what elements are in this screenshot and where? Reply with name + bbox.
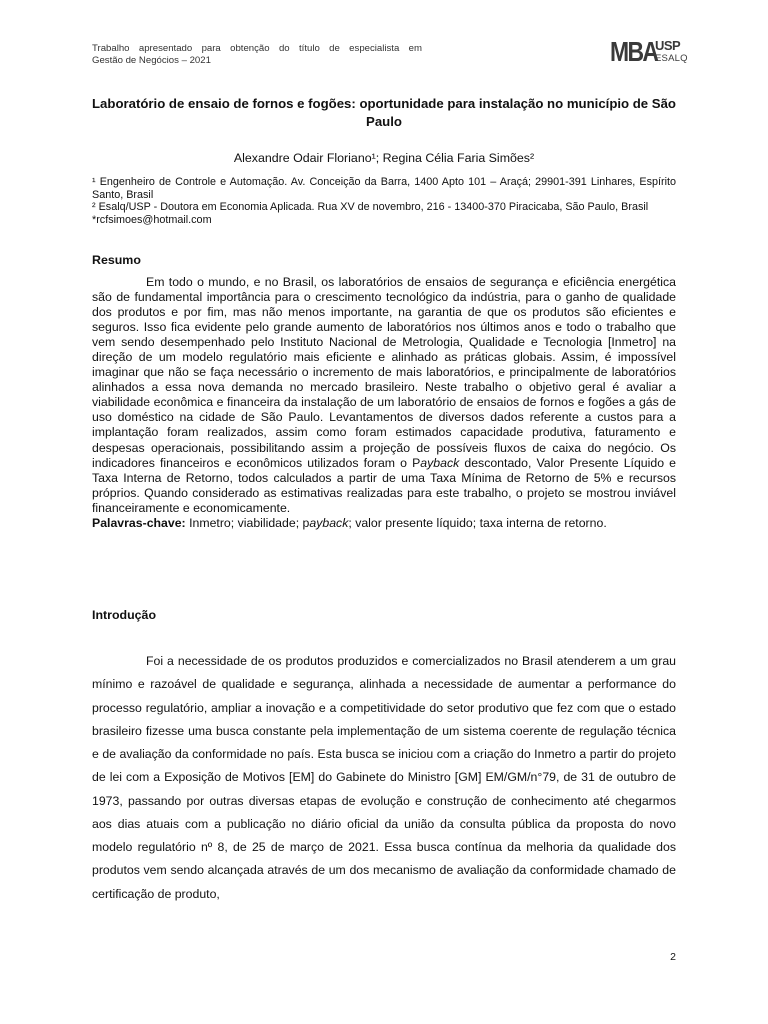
abstract-italic: ayback — [420, 455, 460, 470]
introducao-paragraph: Foi a necessidade de os produtos produzidos e comercializados no Brasil atenderem a um grau mínimo e razoável de qualidade e segurança, alinhada a necessidade de aumentar a performance do processo regulatório, ampliar a inovação e a competitividade do setor produtivo que fez com que o estado brasileiro fizesse uma busca constante pela implementação de um sistema coerente de regulação técnica e de avaliação da conformidade no país. Esta busca se iniciou com a criação do Inmetro a partir do projeto de lei com a Exposição de Motivos [EM] do Gabinete do Ministro [GM] EM/GM/n°79, de 31 de outubro de 1973, passando por outras diversas etapas de evolução e construção de conhecimento até chegarmos aos dias atuais com a publicação no diário oficial da união da consulta pública da proposta do novo modelo regulatório nº 8, de 25 de março de 2021. Essa busca contínua da melhoria da qualidade dos produtos vem sendo alcançada através de um dos mecanismo de avaliação da conformidade chamado de certificação de produto, — [92, 654, 676, 901]
abstract-text-2: descontado, Valor Presente Líquido e Taxa Interna de Retorno, todos calculados a partir de uma Taxa Mínima de Retorno de 5% e recursos próprios. Quando considerado as estimativas realizadas para este trabalho, o projeto se mostrou inviável financeiramente e economicamente. — [92, 455, 676, 515]
paper-title: Laboratório de ensaio de fornos e fogões: oportunidade para instalação no município de São Paulo — [92, 96, 676, 129]
resumo-heading: Resumo — [92, 253, 141, 267]
affiliation-1: ¹ Engenheiro de Controle e Automação. Av. Conceição da Barra, 1400 Apto 101 – Araçá; 29901-391 Linhares, Espírito Santo, Brasil — [92, 176, 676, 201]
introducao-body — [92, 650, 676, 906]
header-text — [92, 43, 422, 67]
paper-authors: Alexandre Odair Floriano¹; Regina Célia Faria Simões² — [233, 151, 535, 165]
mba-usp-esalq-logo — [610, 36, 688, 70]
keywords-italic: ayback — [309, 515, 349, 530]
affiliation-2: ² Esalq/USP - Doutora em Economia Aplicada. Rua XV de novembro, 216 - 13400-370 Piracicaba, São Paulo, Brasil — [92, 201, 649, 214]
abstract-paragraph — [92, 275, 676, 516]
introducao-heading: Introdução — [92, 608, 157, 622]
logo-mba: MBA — [610, 36, 658, 67]
affiliations — [92, 176, 676, 226]
logo-usp: USP — [655, 38, 681, 53]
keywords-text-2: ; valor presente líquido; taxa interna de retorno. — [348, 515, 607, 530]
page-number: 2 — [670, 951, 676, 963]
header-line-1: Trabalho apresentado para obtenção do título de especialista em — [92, 43, 422, 54]
keywords-text-1: Inmetro; viabilidade; p — [185, 515, 310, 530]
abstract-body — [92, 275, 676, 531]
abstract-text-1: Em todo o mundo, e no Brasil, os laboratórios de ensaios de segurança e eficiência energética são de fundamental importância para o crescimento tecnológico da indústria, para o ganho de qualidade dos produtos e por fim, mas não menos importante, na garantia de que os produtos são eficientes e seguros. Isso fica evidente pelo grande aumento de laboratórios nos últimos anos e todo o trabalho que vem sendo desempenhado pelo Instituto Nacional de Metrologia, Qualidade e Tecnologia [Inmetro] na direção de um modelo regulatório mais eficiente e alinhado as práticas globais. Assim, é impossível imaginar que não se faça necessário o incremento de mais laboratórios, e principalmente de laboratórios alinhados a essa nova demanda no mercado brasileiro. Neste trabalho o objetivo geral é avaliar a viabilidade econômica e financeira da instalação de um laboratório de ensaios de fornos e fogões a gás de uso doméstico na cidade de São Paulo. Levantamentos de diversos dados referente a custos para a implantação foram realizados, assim como foram estimados capacidade produtiva, faturamento e despesas operacionais, possibilitando assim a projeção de possíveis fluxos de caixa do negócio. Os indicadores financeiros e econômicos utilizados foram o P — [92, 275, 676, 470]
logo-esalq: ESALQ — [655, 53, 688, 64]
contact-email: *rcfsimoes@hotmail.com — [92, 213, 212, 226]
keywords — [92, 516, 676, 531]
header-line-2: Gestão de Negócios – 2021 — [92, 55, 211, 66]
keywords-label: Palavras-chave: — [92, 515, 186, 530]
